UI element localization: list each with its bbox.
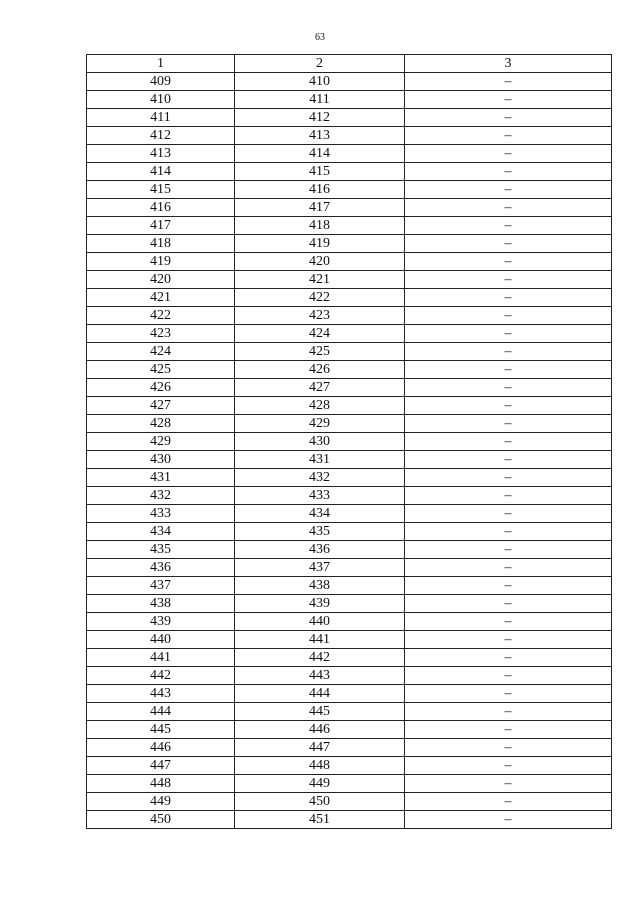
table-cell-col-2: 423: [235, 307, 405, 325]
table-cell-col-2: 442: [235, 649, 405, 667]
table-cell-col-2: 451: [235, 811, 405, 829]
table-cell-col-1: 409: [87, 73, 235, 91]
table-cell-col-2: 436: [235, 541, 405, 559]
table-cell-col-3: –: [405, 559, 612, 577]
table-cell-col-2: 411: [235, 91, 405, 109]
table-row: [87, 577, 612, 595]
table-row: [87, 397, 612, 415]
table-cell-col-3: –: [405, 235, 612, 253]
table-row: [87, 811, 612, 829]
table-cell-col-3: –: [405, 469, 612, 487]
table-cell-col-3: –: [405, 487, 612, 505]
table-cell-col-2: 434: [235, 505, 405, 523]
table-cell-col-3: –: [405, 73, 612, 91]
table-cell-col-1: 434: [87, 523, 235, 541]
table-cell-col-3: –: [405, 451, 612, 469]
table-cell-col-3: –: [405, 613, 612, 631]
table-cell-col-1: 438: [87, 595, 235, 613]
table-row: [87, 559, 612, 577]
table-cell-col-2: 435: [235, 523, 405, 541]
table-cell-col-3: –: [405, 271, 612, 289]
table-cell-col-2: 429: [235, 415, 405, 433]
table-cell-col-2: 417: [235, 199, 405, 217]
table-cell-col-2: 418: [235, 217, 405, 235]
table-cell-col-1: 430: [87, 451, 235, 469]
table-row: [87, 235, 612, 253]
table-cell-col-1: 433: [87, 505, 235, 523]
table-row: [87, 181, 612, 199]
header-row: [87, 55, 612, 73]
table-cell-col-1: 449: [87, 793, 235, 811]
table-cell-col-2: 430: [235, 433, 405, 451]
table-cell-col-1: 412: [87, 127, 235, 145]
table-row: [87, 325, 612, 343]
table-cell-col-2: 437: [235, 559, 405, 577]
table-cell-col-3: –: [405, 397, 612, 415]
table-cell-col-3: –: [405, 91, 612, 109]
table-cell-col-1: 448: [87, 775, 235, 793]
table-cell-col-1: 413: [87, 145, 235, 163]
table-cell-col-1: 437: [87, 577, 235, 595]
table-body: [87, 73, 612, 829]
table-row: [87, 487, 612, 505]
table-cell-col-1: 432: [87, 487, 235, 505]
table-cell-col-3: –: [405, 145, 612, 163]
table-row: [87, 667, 612, 685]
table-row: [87, 379, 612, 397]
table-row: [87, 649, 612, 667]
table-cell-col-2: 413: [235, 127, 405, 145]
table-row: [87, 289, 612, 307]
table-row: [87, 73, 612, 91]
table-cell-col-3: –: [405, 667, 612, 685]
table-cell-col-2: 432: [235, 469, 405, 487]
table-row: [87, 163, 612, 181]
table-cell-col-1: 415: [87, 181, 235, 199]
table-row: [87, 469, 612, 487]
table-cell-col-2: 440: [235, 613, 405, 631]
table-cell-col-3: –: [405, 541, 612, 559]
table-cell-col-2: 446: [235, 721, 405, 739]
table-cell-col-1: 429: [87, 433, 235, 451]
table-cell-col-3: –: [405, 307, 612, 325]
data-table: [86, 54, 612, 829]
table-cell-col-2: 416: [235, 181, 405, 199]
table-cell-col-3: –: [405, 163, 612, 181]
table-header: [87, 55, 612, 73]
table-cell-col-2: 433: [235, 487, 405, 505]
table-cell-col-3: –: [405, 649, 612, 667]
table-cell-col-3: –: [405, 289, 612, 307]
table-cell-col-2: 428: [235, 397, 405, 415]
table-cell-col-3: –: [405, 505, 612, 523]
table-cell-col-3: –: [405, 433, 612, 451]
table-cell-col-3: –: [405, 775, 612, 793]
table-cell-col-2: 420: [235, 253, 405, 271]
table-row: [87, 757, 612, 775]
table-cell-col-1: 446: [87, 739, 235, 757]
table-cell-col-1: 420: [87, 271, 235, 289]
page-number: 63: [315, 32, 325, 43]
table-row: [87, 505, 612, 523]
table-cell-col-3: –: [405, 685, 612, 703]
table-row: [87, 127, 612, 145]
table-cell-col-2: 414: [235, 145, 405, 163]
table-cell-col-3: –: [405, 721, 612, 739]
table-cell-col-3: –: [405, 523, 612, 541]
table-cell-col-2: 419: [235, 235, 405, 253]
table-row: [87, 433, 612, 451]
table-row: [87, 271, 612, 289]
table-cell-col-1: 439: [87, 613, 235, 631]
table-cell-col-3: –: [405, 127, 612, 145]
table-cell-col-1: 442: [87, 667, 235, 685]
table-cell-col-2: 444: [235, 685, 405, 703]
table-cell-col-2: 412: [235, 109, 405, 127]
table-cell-col-1: 414: [87, 163, 235, 181]
table-cell-col-2: 450: [235, 793, 405, 811]
table-cell-col-2: 421: [235, 271, 405, 289]
table-cell-col-3: –: [405, 577, 612, 595]
table-cell-col-1: 417: [87, 217, 235, 235]
table-row: [87, 91, 612, 109]
table-cell-col-2: 422: [235, 289, 405, 307]
table-cell-col-3: –: [405, 793, 612, 811]
table-cell-col-3: –: [405, 703, 612, 721]
table-cell-col-1: 428: [87, 415, 235, 433]
column-header-1: 1: [87, 55, 235, 73]
table-cell-col-1: 447: [87, 757, 235, 775]
table-cell-col-1: 421: [87, 289, 235, 307]
table-row: [87, 721, 612, 739]
table-row: [87, 217, 612, 235]
table-row: [87, 451, 612, 469]
table-cell-col-3: –: [405, 631, 612, 649]
table-row: [87, 541, 612, 559]
table-cell-col-3: –: [405, 379, 612, 397]
table-cell-col-3: –: [405, 181, 612, 199]
table-row: [87, 343, 612, 361]
table-cell-col-1: 450: [87, 811, 235, 829]
table-cell-col-1: 411: [87, 109, 235, 127]
table-cell-col-1: 445: [87, 721, 235, 739]
table-cell-col-1: 423: [87, 325, 235, 343]
column-header-2: 2: [235, 55, 405, 73]
table-cell-col-1: 418: [87, 235, 235, 253]
table-row: [87, 145, 612, 163]
table-cell-col-3: –: [405, 739, 612, 757]
table-row: [87, 631, 612, 649]
column-header-3: 3: [405, 55, 612, 73]
table-cell-col-1: 440: [87, 631, 235, 649]
table-row: [87, 109, 612, 127]
table-cell-col-2: 410: [235, 73, 405, 91]
table-cell-col-1: 431: [87, 469, 235, 487]
table-cell-col-3: –: [405, 757, 612, 775]
table-cell-col-2: 426: [235, 361, 405, 379]
table-cell-col-1: 416: [87, 199, 235, 217]
table-row: [87, 253, 612, 271]
table-cell-col-3: –: [405, 109, 612, 127]
table-cell-col-2: 427: [235, 379, 405, 397]
table-cell-col-3: –: [405, 361, 612, 379]
table-cell-col-1: 443: [87, 685, 235, 703]
table-cell-col-1: 419: [87, 253, 235, 271]
table-row: [87, 415, 612, 433]
table-cell-col-2: 439: [235, 595, 405, 613]
table-cell-col-1: 435: [87, 541, 235, 559]
table-cell-col-3: –: [405, 325, 612, 343]
table-cell-col-2: 449: [235, 775, 405, 793]
table-row: [87, 739, 612, 757]
table-cell-col-2: 441: [235, 631, 405, 649]
table-cell-col-3: –: [405, 217, 612, 235]
table-cell-col-1: 444: [87, 703, 235, 721]
table-row: [87, 307, 612, 325]
table-cell-col-2: 445: [235, 703, 405, 721]
table-cell-col-1: 427: [87, 397, 235, 415]
table-cell-col-2: 415: [235, 163, 405, 181]
table-row: [87, 613, 612, 631]
table-row: [87, 199, 612, 217]
table-row: [87, 361, 612, 379]
table-row: [87, 523, 612, 541]
table-cell-col-3: –: [405, 415, 612, 433]
table-cell-col-1: 424: [87, 343, 235, 361]
table-cell-col-1: 426: [87, 379, 235, 397]
table-cell-col-2: 424: [235, 325, 405, 343]
table-cell-col-3: –: [405, 595, 612, 613]
table-cell-col-3: –: [405, 343, 612, 361]
table-cell-col-1: 422: [87, 307, 235, 325]
table-row: [87, 595, 612, 613]
table-cell-col-1: 441: [87, 649, 235, 667]
table-cell-col-2: 443: [235, 667, 405, 685]
table-cell-col-2: 425: [235, 343, 405, 361]
table-cell-col-3: –: [405, 253, 612, 271]
table-row: [87, 775, 612, 793]
table-cell-col-1: 436: [87, 559, 235, 577]
table-cell-col-2: 448: [235, 757, 405, 775]
table-cell-col-3: –: [405, 199, 612, 217]
table-cell-col-3: –: [405, 811, 612, 829]
table-cell-col-2: 438: [235, 577, 405, 595]
table-cell-col-2: 431: [235, 451, 405, 469]
table-row: [87, 685, 612, 703]
table-row: [87, 793, 612, 811]
table-cell-col-1: 425: [87, 361, 235, 379]
table-cell-col-1: 410: [87, 91, 235, 109]
table-row: [87, 703, 612, 721]
table-cell-col-2: 447: [235, 739, 405, 757]
